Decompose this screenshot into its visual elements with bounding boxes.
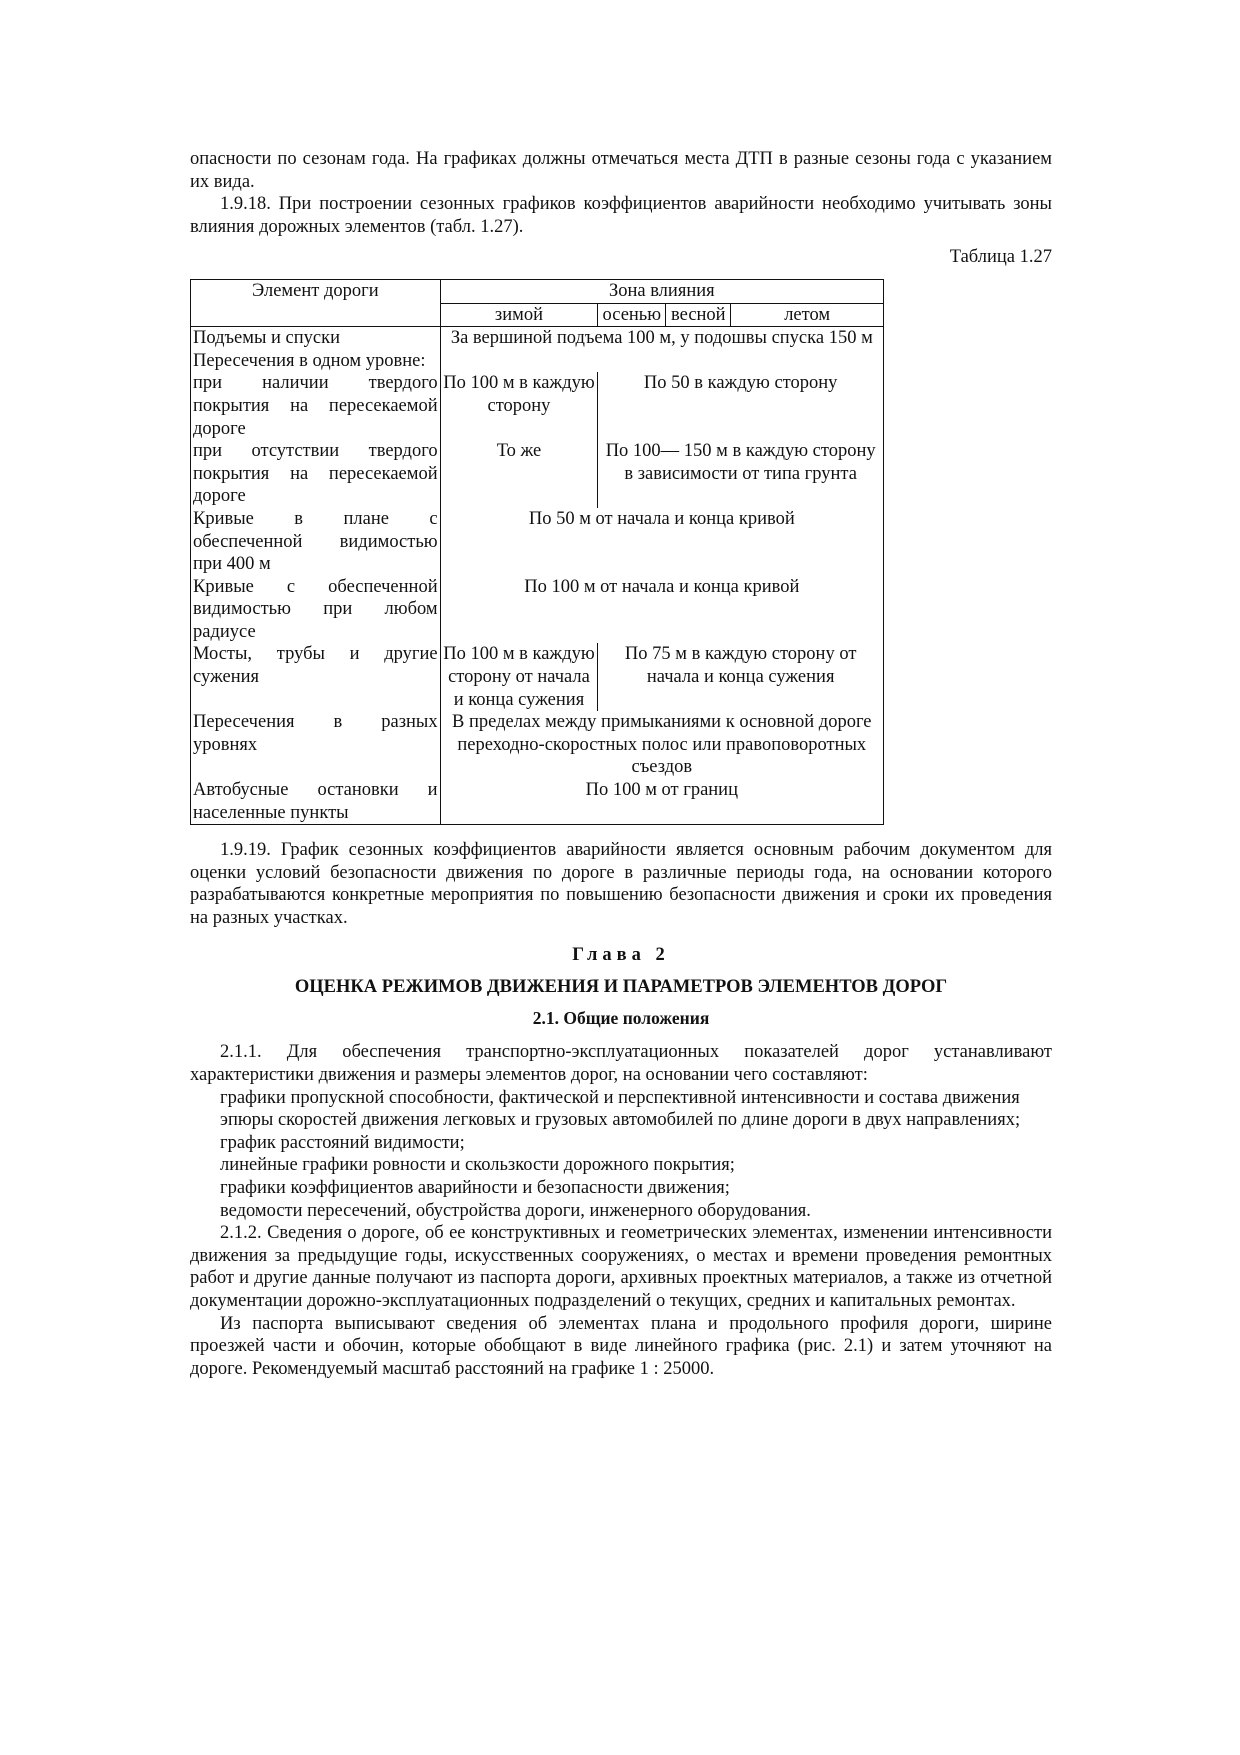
row-element-curves-any: Кривые с обеспеченной видимостью при любом радиусе: [191, 576, 441, 644]
header-element: Элемент дороги: [191, 279, 441, 326]
row-zone-bus-stops: По 100 м от границ: [440, 779, 883, 825]
paragraph-1-9-19: 1.9.19. График сезонных коэффициентов аварийности является основным рабочим документом для оценки условий безопасности движения по дороге в различные периоды года, на основании которого разрабатываются конкретные мероприятия по повышению безопасности движения и сроки их проведения на разных участках.: [190, 840, 1052, 928]
row-group-intersections: Пересечения в одном уровне:: [191, 350, 441, 373]
row-zone-curves-400: По 50 м от начала и конца кривой: [440, 508, 883, 576]
row-winter-no-hard-surface: То же: [440, 440, 598, 508]
header-zone: Зона влияния: [440, 279, 883, 303]
paragraph-1-9-18: 1.9.18. При построении сезонных графиков коэффициентов аварийности необходимо учитывать зоны влияния дорожных элементов (табл. 1.27).: [190, 194, 1052, 237]
row-element-curves-400: Кривые в плане с обеспеченной видимостью при 400 м: [191, 508, 441, 576]
section-title: 2.1. Общие положения: [532, 1007, 710, 1028]
zone-of-influence-table: [190, 279, 884, 825]
chapter-heading: Глава 2: [572, 944, 670, 965]
list-item: графики коэффициентов аварийности и безопасности движения;: [220, 1177, 730, 1198]
header-summer: летом: [731, 303, 884, 327]
document-page: [190, 148, 1052, 1380]
row-zone-grade-separated: В пределах между примыканиями к основной дороге переходно-скоростных полос или правоповоротных съездов: [440, 711, 883, 779]
row-group-empty: [440, 350, 883, 373]
row-zone-ascents: За вершиной подъема 100 м, у подошвы спуска 150 м: [440, 327, 883, 350]
header-spring: весной: [666, 303, 731, 327]
header-winter: зимой: [440, 303, 598, 327]
paragraph-passport: Из паспорта выписывают сведения об элементах плана и продольного профиля дороги, ширине проезжей части и обочин, которые обобщают в виде линейного графика (рис. 2.1) и затем уточняют на дороге. Рекомендуемый масштаб расстояний на графике 1 : 25000.: [190, 1313, 1052, 1379]
list-item: график расстояний видимости;: [220, 1132, 465, 1153]
row-zone-curves-any: По 100 м от начала и конца кривой: [440, 576, 883, 644]
row-element-hard-surface: при наличии твердого покрытия на пересекаемой дороге: [191, 372, 441, 440]
list-item: ведомости пересечений, обустройства дороги, инженерного оборудования.: [220, 1200, 811, 1221]
list-item: графики пропускной способности, фактической и перспективной интенсивности и состава движения: [220, 1087, 1020, 1108]
paragraph-continuation: опасности по сезонам года. На графиках должны отмечаться места ДТП в разные сезоны года с указанием их вида.: [190, 149, 1052, 192]
paragraph-2-1-2: 2.1.2. Сведения о дороге, об ее конструктивных и геометрических элементах, изменении интенсивности движения за предыдущие годы, искусственных сооружениях, о местах и времени проведения ремонтных работ и другие данные получают из паспорта дороги, архивных проектных материалов, а также из отчетной документации дорожно-эксплуатационных подразделений о текущих, средних и капитальных ремонтах.: [190, 1223, 1052, 1311]
chapter-title: ОЦЕНКА РЕЖИМОВ ДВИЖЕНИЯ И ПАРАМЕТРОВ ЭЛЕМЕНТОВ ДОРОГ: [294, 977, 948, 998]
list-item: линейные графики ровности и скользкости дорожного покрытия;: [220, 1155, 735, 1176]
row-element-grade-separated: Пересечения в разных уровнях: [191, 711, 441, 779]
row-winter-bridges: По 100 м в каждую сторону от начала и конца сужения: [440, 643, 598, 711]
row-element-ascents: Подъемы и спуски: [191, 327, 441, 350]
row-other-no-hard-surface: По 100— 150 м в каждую сторону в зависимости от типа грунта: [598, 440, 884, 508]
row-winter-hard-surface: По 100 м в каждую сторону: [440, 372, 598, 440]
row-element-bus-stops: Автобусные остановки и населенные пункты: [191, 779, 441, 825]
row-element-bridges: Мосты, трубы и другие сужения: [191, 643, 441, 711]
list-item: эпюры скоростей движения легковых и грузовых автомобилей по длине дороги в двух направлениях;: [220, 1110, 1021, 1131]
row-other-bridges: По 75 м в каждую сторону от начала и конца сужения: [598, 643, 884, 711]
table-caption: Таблица 1.27: [949, 247, 1052, 268]
row-other-hard-surface: По 50 в каждую сторону: [598, 372, 884, 440]
header-autumn: осенью: [598, 303, 666, 327]
paragraph-2-1-1: 2.1.1. Для обеспечения транспортно-эксплуатационных показателей дорог устанавливают характеристики движения и размеры элементов дорог, на основании чего составляют:: [190, 1042, 1052, 1085]
row-element-no-hard-surface: при отсутствии твердого покрытия на пересекаемой дороге: [191, 440, 441, 508]
